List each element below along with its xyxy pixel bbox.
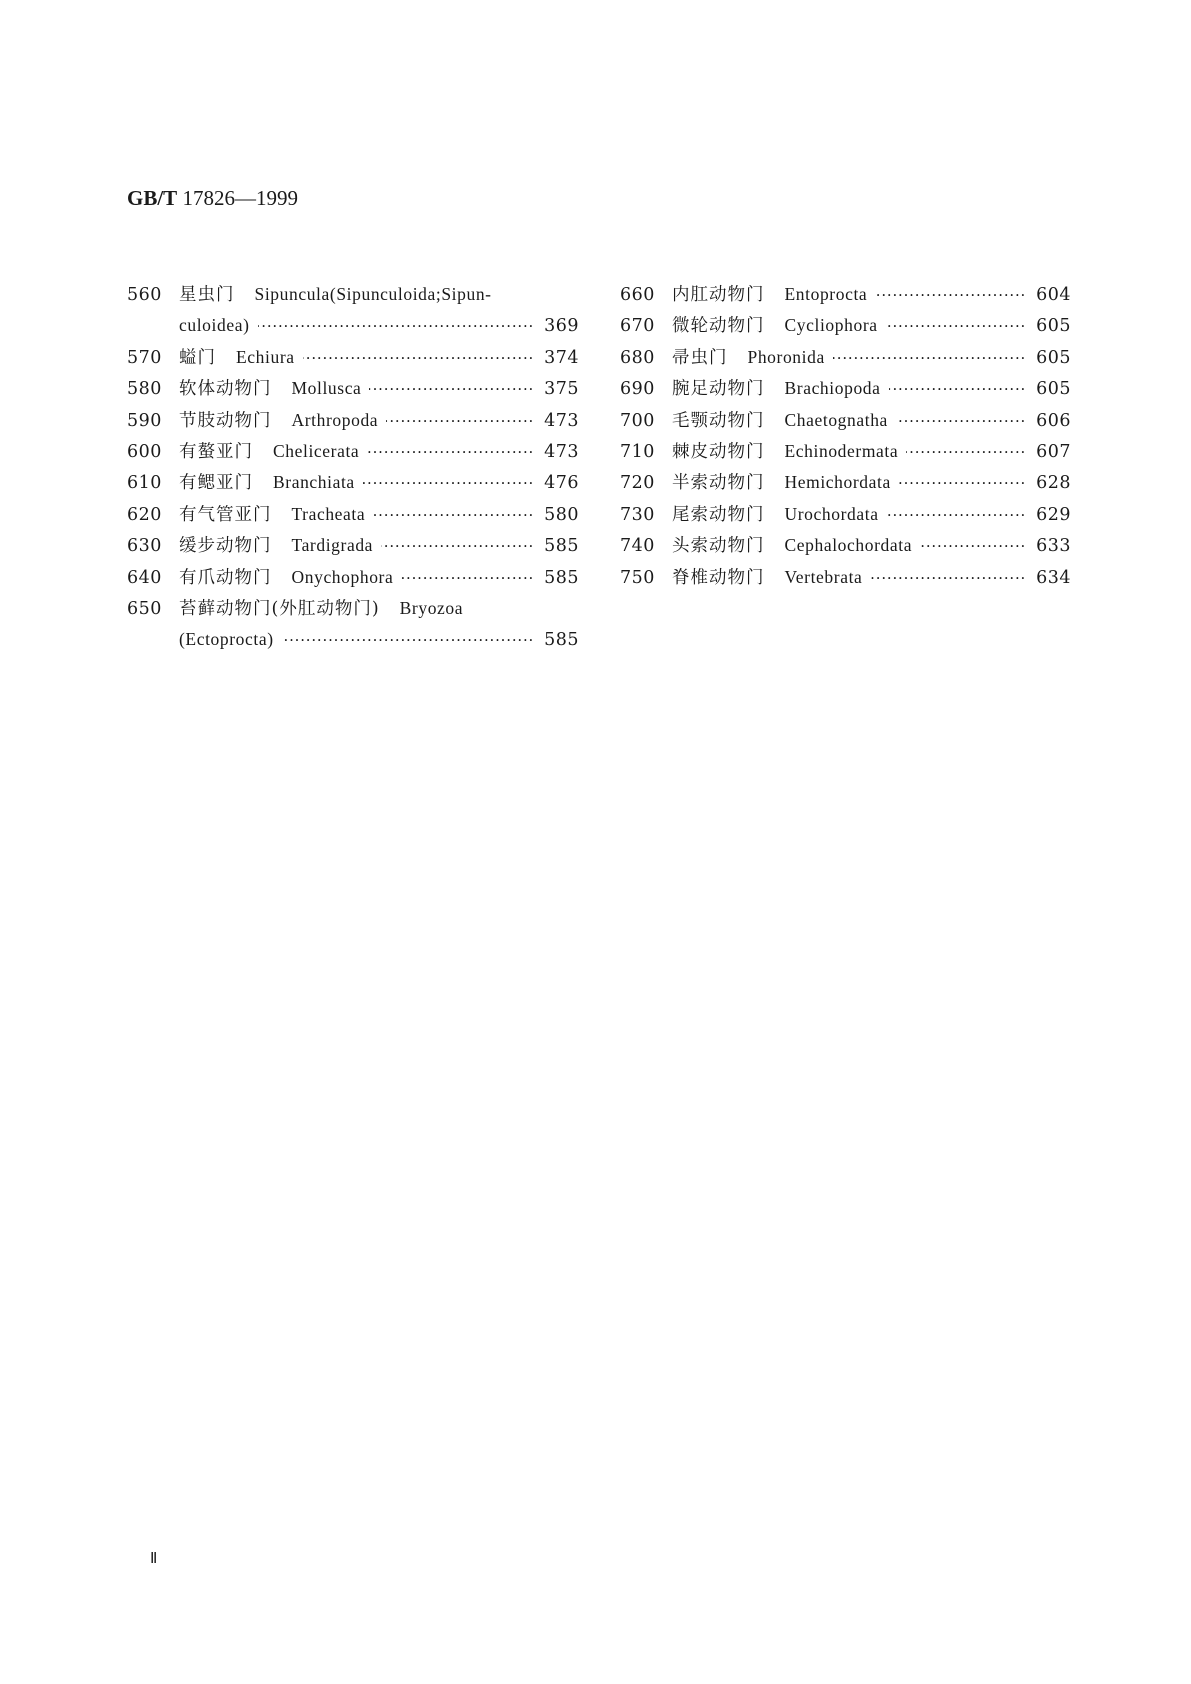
leader-dots xyxy=(363,468,534,499)
toc-page: 585 xyxy=(544,567,579,588)
toc-code: 720 xyxy=(620,473,655,494)
toc-chinese-name: 有爪动物门 xyxy=(179,567,272,588)
toc-chinese-name: 螠门 xyxy=(179,347,216,368)
toc-chinese-name: 有鳃亚门 xyxy=(179,473,253,494)
toc-page: 628 xyxy=(1036,473,1071,494)
toc-latin-name: Echiura xyxy=(236,346,295,367)
toc-chinese-name: 软体动物门 xyxy=(179,379,272,400)
toc-latin-name: Chelicerata xyxy=(273,440,360,461)
toc-page: 604 xyxy=(1036,285,1071,305)
toc-code: 750 xyxy=(620,567,655,588)
toc-code: 630 xyxy=(127,536,162,557)
toc-page: 633 xyxy=(1036,536,1071,557)
toc-entry[interactable] xyxy=(127,499,579,530)
toc-entry[interactable] xyxy=(620,342,1071,373)
toc-latin-name: Urochordata xyxy=(784,503,879,524)
toc-page: 634 xyxy=(1036,567,1071,588)
toc-page: 476 xyxy=(544,473,579,494)
toc-entry[interactable] xyxy=(620,436,1071,467)
leader-dots xyxy=(870,563,1026,594)
toc-latin-name: Entoprocta xyxy=(784,284,868,304)
toc-code: 620 xyxy=(127,504,162,525)
toc-chinese-name: 内肛动物门 xyxy=(672,285,765,305)
leader-dots xyxy=(373,500,534,531)
toc-chinese-name: 腕足动物门 xyxy=(672,379,765,400)
toc-latin-name: Vertebrata xyxy=(784,566,863,587)
toc-latin-name: Branchiata xyxy=(273,472,355,493)
toc-entry[interactable] xyxy=(620,467,1071,498)
toc-latin-name: Tracheata xyxy=(291,503,366,524)
toc-entry[interactable] xyxy=(620,310,1071,341)
toc-entry[interactable] xyxy=(620,530,1071,561)
leader-dots xyxy=(906,437,1026,468)
toc-latin-name: Arthropoda xyxy=(291,409,379,430)
toc-page: 374 xyxy=(544,347,579,368)
toc-entry[interactable] xyxy=(127,405,579,436)
toc-chinese-name: 微轮动物门 xyxy=(672,316,765,337)
toc-page: 607 xyxy=(1036,441,1071,462)
toc-entry[interactable] xyxy=(620,373,1071,404)
leader-dots xyxy=(896,406,1026,437)
toc-entry[interactable] xyxy=(127,373,579,404)
toc-chinese-name: 星虫门 xyxy=(179,285,235,305)
standard-number: 17826—1999 xyxy=(182,186,298,210)
toc-page: 585 xyxy=(544,536,579,557)
toc-latin-name: Tardigrada xyxy=(291,535,374,556)
toc-chinese-name: 头索动物门 xyxy=(672,536,765,557)
leader-dots xyxy=(889,374,1027,405)
toc-code: 680 xyxy=(620,347,655,368)
leader-dots xyxy=(282,625,534,656)
toc-code: 580 xyxy=(127,379,162,400)
leader-dots xyxy=(367,437,534,468)
toc-entry[interactable] xyxy=(127,562,579,593)
toc-right-column xyxy=(620,279,1071,593)
toc-page: 580 xyxy=(544,504,579,525)
toc-page: 605 xyxy=(1036,316,1071,337)
toc-entry[interactable] xyxy=(620,279,1071,310)
toc-latin-name: Bryozoa xyxy=(399,597,464,618)
toc-entry[interactable] xyxy=(127,593,579,656)
toc-code: 640 xyxy=(127,567,162,588)
toc-chinese-name: 帚虫门 xyxy=(672,347,728,368)
toc-code: 710 xyxy=(620,441,655,462)
leader-dots xyxy=(386,406,534,437)
toc-page: 369 xyxy=(544,316,579,337)
toc-code: 730 xyxy=(620,504,655,525)
toc-chinese-name: 有螯亚门 xyxy=(179,441,253,462)
toc-page: 473 xyxy=(544,441,579,462)
toc-latin-name: Cycliophora xyxy=(784,315,878,336)
toc-entry[interactable] xyxy=(127,279,579,342)
toc-code: 700 xyxy=(620,410,655,431)
toc-latin-name: Phoronida xyxy=(747,346,825,367)
toc-latin-name: Echinodermata xyxy=(784,440,899,461)
toc-latin-name: Sipuncula(Sipunculoida;Sipun- xyxy=(254,284,492,304)
toc-page: 585 xyxy=(544,630,579,651)
leader-dots xyxy=(899,468,1026,499)
toc-code: 560 xyxy=(127,285,162,305)
toc-left-column xyxy=(127,279,579,656)
leader-dots xyxy=(401,563,534,594)
leader-dots xyxy=(886,311,1026,342)
toc-code: 610 xyxy=(127,473,162,494)
toc-chinese-name: 苔藓动物门(外肛动物门) xyxy=(179,598,380,619)
toc-entry[interactable] xyxy=(620,562,1071,593)
toc-latin-name: Mollusca xyxy=(291,378,362,399)
toc-latin-name: Cephalochordata xyxy=(784,535,913,556)
toc-chinese-name: 棘皮动物门 xyxy=(672,441,765,462)
leader-dots xyxy=(381,531,534,562)
toc-entry[interactable] xyxy=(127,467,579,498)
toc-code: 570 xyxy=(127,347,162,368)
leader-dots xyxy=(875,280,1026,311)
standard-code xyxy=(127,186,298,211)
leader-dots xyxy=(887,500,1027,531)
toc-code: 740 xyxy=(620,536,655,557)
toc-code: 660 xyxy=(620,285,655,305)
toc-code: 670 xyxy=(620,316,655,337)
toc-page: 629 xyxy=(1036,504,1071,525)
toc-page: 605 xyxy=(1036,379,1071,400)
leader-dots xyxy=(369,374,534,405)
leader-dots xyxy=(258,311,535,342)
toc-page: 375 xyxy=(544,379,579,400)
toc-chinese-name: 毛颚动物门 xyxy=(672,410,765,431)
toc-chinese-name: 缓步动物门 xyxy=(179,536,272,557)
toc-code: 590 xyxy=(127,410,162,431)
toc-latin-name: Hemichordata xyxy=(784,472,891,493)
toc-entry[interactable] xyxy=(620,499,1071,530)
toc-continuation: culoidea) xyxy=(179,315,250,336)
toc-chinese-name: 脊椎动物门 xyxy=(672,567,765,588)
page-number: Ⅱ xyxy=(150,1551,158,1567)
toc-chinese-name: 尾索动物门 xyxy=(672,504,765,525)
toc-continuation: (Ectoprocta) xyxy=(179,629,274,650)
leader-dots xyxy=(833,343,1026,374)
toc-entry[interactable] xyxy=(127,530,579,561)
toc-latin-name: Chaetognatha xyxy=(784,409,888,430)
leader-dots xyxy=(303,343,534,374)
toc-code: 650 xyxy=(127,598,162,619)
toc-code: 600 xyxy=(127,441,162,462)
toc-page: 473 xyxy=(544,410,579,431)
standard-prefix: GB/T xyxy=(127,186,178,210)
toc-code: 690 xyxy=(620,379,655,400)
toc-latin-name: Onychophora xyxy=(291,566,394,587)
toc-chinese-name: 有气管亚门 xyxy=(179,504,272,525)
toc-latin-name: Brachiopoda xyxy=(784,378,881,399)
toc-page: 606 xyxy=(1036,410,1071,431)
leader-dots xyxy=(920,531,1026,562)
toc-page: 605 xyxy=(1036,347,1071,368)
toc-entry[interactable] xyxy=(127,436,579,467)
toc-chinese-name: 节肢动物门 xyxy=(179,410,272,431)
toc-chinese-name: 半索动物门 xyxy=(672,473,765,494)
toc-entry[interactable] xyxy=(127,342,579,373)
toc-entry[interactable] xyxy=(620,405,1071,436)
